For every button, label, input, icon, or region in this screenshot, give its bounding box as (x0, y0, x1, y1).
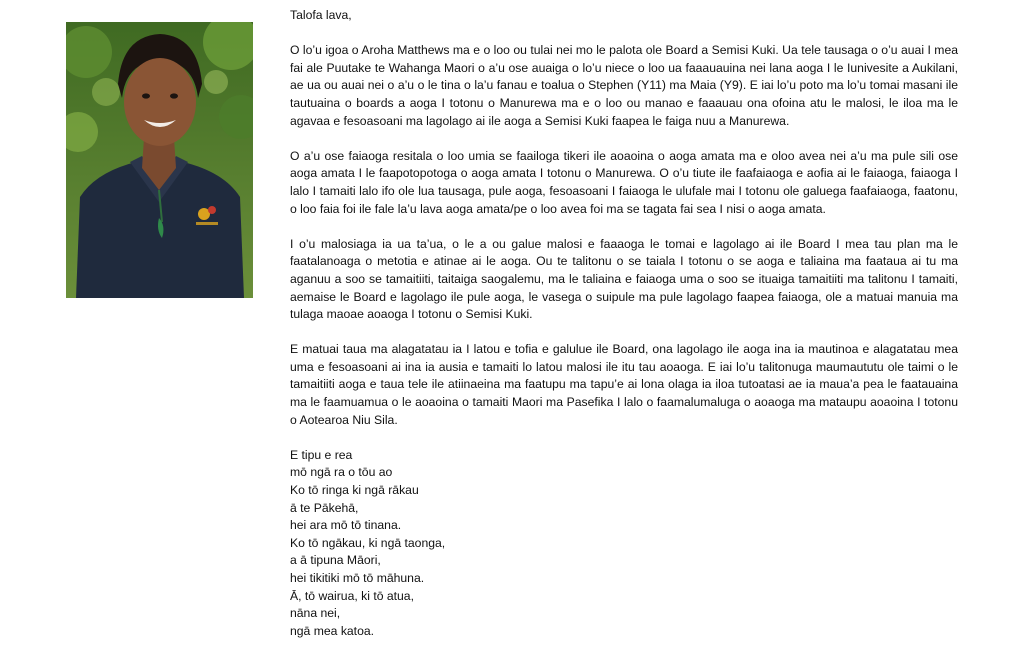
letter-greeting: Talofa lava, (290, 8, 352, 22)
poem-line: Ko tō ngākau, ki ngā taonga, (290, 535, 446, 550)
poem-line: ngā mea katoa. (290, 623, 375, 638)
poem-line: E tipu e rea (290, 447, 353, 462)
poem-line: ā te Pākehā, (290, 500, 359, 515)
poem-line: mō ngā ra o tōu ao (290, 465, 393, 480)
poem-line: hei tikitiki mō tō māhuna. (290, 571, 425, 585)
candidate-photo (66, 22, 253, 298)
poem-line: hei ara mō tō tinana. (290, 518, 402, 533)
poem-line: a ā tipuna Māori, (290, 553, 381, 568)
whakatauki-poem (290, 447, 958, 641)
letter-paragraph-experience: O a’u ose faiaoga resitala o loo umia se faailoga tikeri ile aoaoina o aoga amata ma e oloo avea nei a’u ma pule sili ose aoga amata I le faapotopotoga o aoga amata I totonu o Manurewa. O o’u tiute ile faafaiaoga e aofia ai le faiaoga, faiaoga I lalo I tamaiti lalo ifo ole lua tausaga, pule aoga, fesoasoani I faiaoga le ulufale mai I totonu ole galuega faafaiaoga, faatonu, o loo faia foi ile fale la’u lava aoga amata/pe o loo avea foi ma se tagata fai sea I nisi o aoga amata. (290, 148, 958, 216)
poem-line: Ko tō ringa ki ngā rākau (290, 483, 419, 498)
candidate-portrait-image (66, 22, 253, 298)
poem-line: Ā, tō wairua, ki tō atua, (290, 588, 414, 603)
letter-paragraph-strengths: I o’u malosiaga ia ua ta’ua, o le a ou galue malosi e faaaoga le tomai e lagolago ai ile Board I mea tau plan ma le faatalanoaga o metotia e atinae ai le aoga. Ou te talitonu o se taiala I totonu o se aoga e taliaina ma faataua ai tu ma aganuu a soo se tamaitiiti, taitaiga saogalemu, ma le taliaina e faiaoga uma o soo se ituaiga tamaitiiti ma talitonu I tamaiti, aemaise le Board e lagolago ile pule aoga, le vasega o suipule ma pule lagolago faapea faiaoga, ole a matuai manuia ma tulaga maoae aoaoga I totonu o Semisi Kuki. (290, 236, 958, 322)
poem-line: nāna nei, (290, 606, 341, 621)
candidate-letter (290, 7, 958, 640)
letter-paragraph-beliefs: E matuai taua ma alagatatau ia I latou e tofia e galulue ile Board, ona lagolago ile aoga ina ia mautinoa e alagatatau mea uma e fesoasoani ai ina ia ausia e tamaiti lo latou malosi ile itu tau aoaoga. E iai lo’u talitonuga maumaututu ole taimi o le tamaitiiti aoga e taua tele ile atiinaeina ma faatupu ma tapu’e ai lona olaga ia iloa tutoatasi ae ia maua’a pea le faatauaina ma le faamuamua o le aoaoina o tamaiti Maori ma Pasefika I lalo o faamalumaluga o aoaoga ma mataupu aoaoina I totonu o Aotearoa Niu Sila. (290, 342, 958, 427)
letter-paragraph-intro: O lo’u igoa o Aroha Matthews ma e o loo ou tulai nei mo le palota ole Board a Semisi Kuki. Ua tele tausaga o o’u auai I mea fai ale Puutake te Wahanga Maori o a’u ose auaiga o lo’u niece o loo ua faaauauina nei lana aoga I le Iunivesite a Aukilani, ae ua ou auai nei o a’u o le tina o la’u fanau e toalua o Stephen (Y11) ma Maia (Y9). E iai lo’u poto ma lo’u tomai masani ile tautuaina o boards a aoga I totonu o Manurewa ma e o loo ou manao e faaauau ona ofoina atu le malosi, le iloa ma le agavaa e fesoasoani ma lagolago ai ile aoga a Semisi Kuki faapea le faiga nuu a Manurewa. (290, 43, 958, 128)
